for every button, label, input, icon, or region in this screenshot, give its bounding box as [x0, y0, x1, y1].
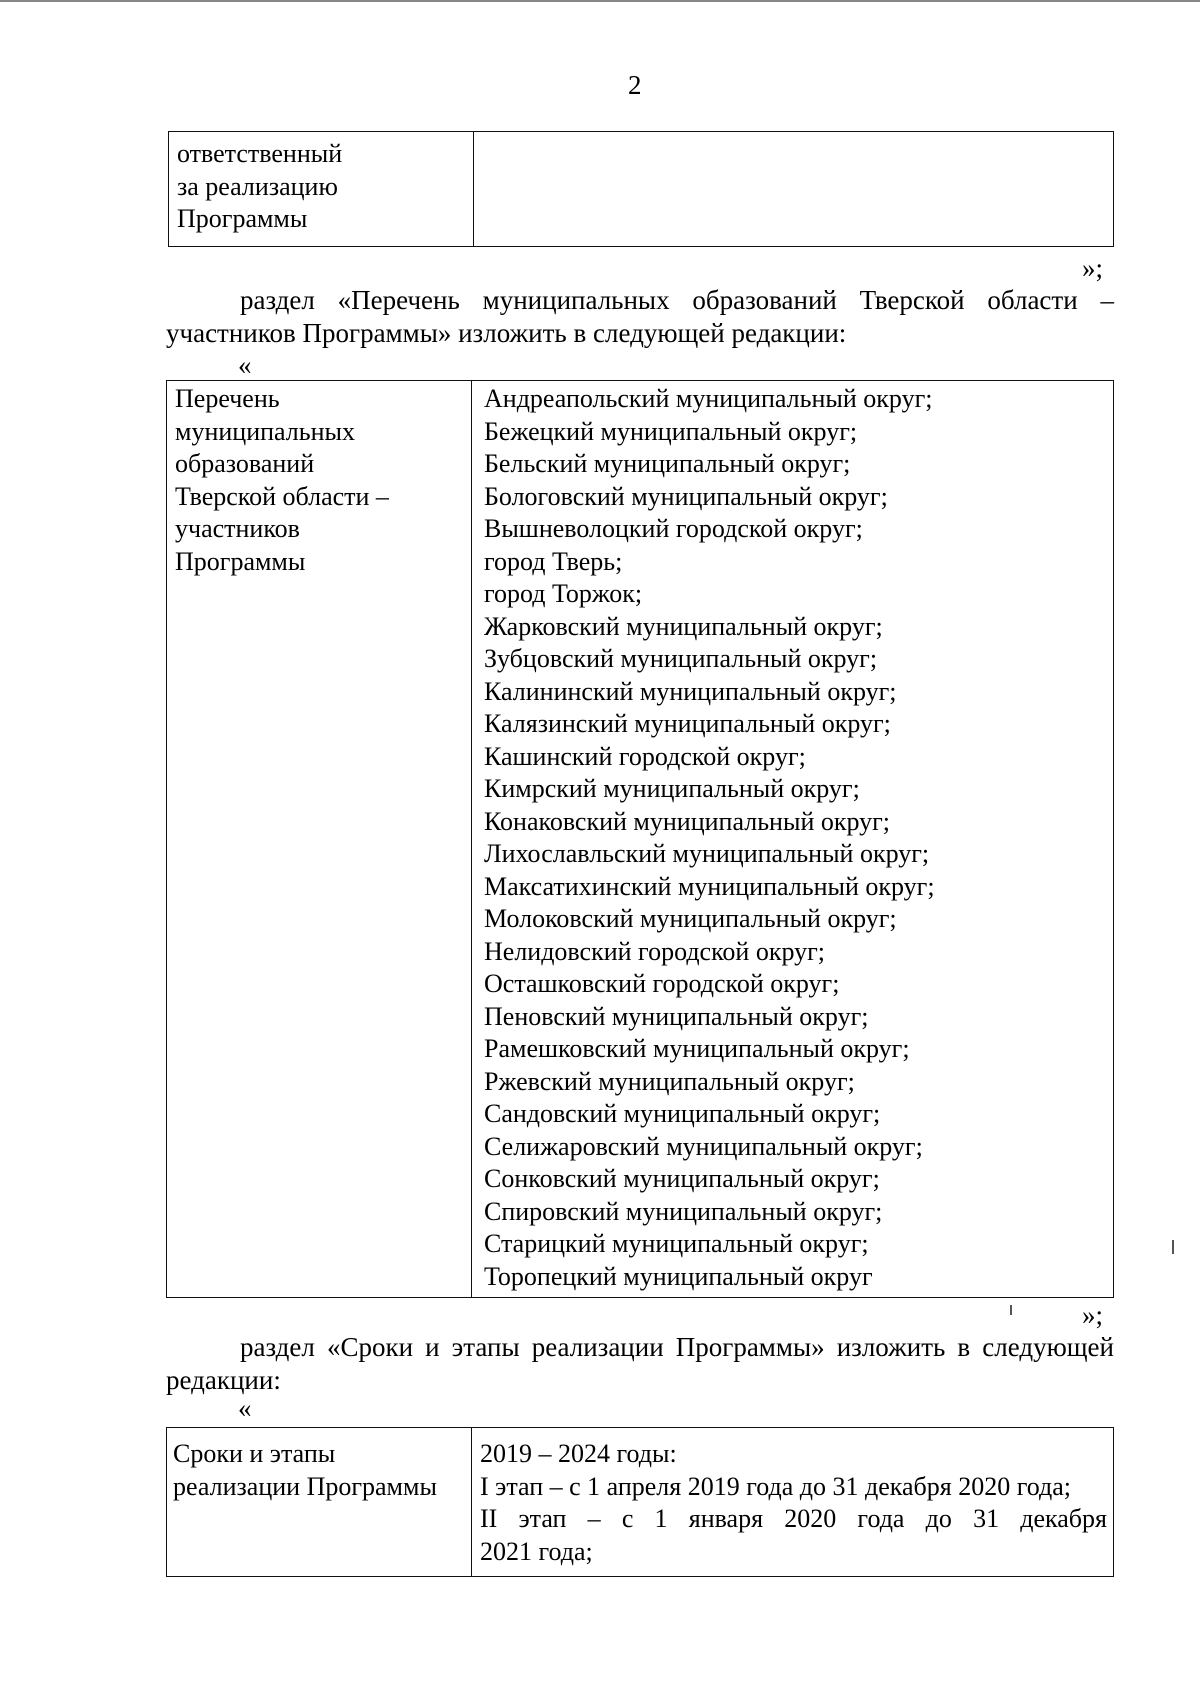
municipality-item: Торопецкий муниципальный округ [484, 1261, 873, 1291]
amendment-paragraph [166, 1331, 1114, 1397]
scan-edge [0, 0, 1200, 2]
municipalities-table [166, 380, 1114, 1298]
terms-value-line: II этап – с 1 января 2020 года до 31 декабря [480, 1504, 1107, 1533]
municipality-item: Кимрский муниципальный округ; [484, 774, 860, 803]
responsible-label-line: ответственный [177, 139, 343, 168]
municipality-item: Старицкий муниципальный округ; [484, 1229, 869, 1258]
municipality-item: Максатихинский муниципальный округ; [484, 871, 935, 901]
responsible-label-cell [169, 132, 474, 247]
terms-label-line: реализации Программы [173, 1471, 437, 1501]
municipality-item: Кашинский городской округ; [484, 741, 806, 771]
municipality-item: город Торжок; [484, 579, 643, 608]
paragraph-line: участников Программы» изложить в следующей редакции: [166, 318, 847, 348]
paragraph-line: раздел «Сроки и этапы реализации Программы» изложить в следующей [240, 1332, 1114, 1362]
municipality-item: Лихославльский муниципальный округ; [484, 839, 930, 868]
municipalities-list-cell [472, 381, 1114, 1298]
responsible-label-line: за реализацию [177, 171, 338, 201]
municipality-item: Пеновский муниципальный округ; [484, 1001, 869, 1031]
municipality-item: Калязинский муниципальный округ; [484, 709, 891, 738]
municipalities-label-line: Программы [175, 546, 306, 576]
municipalities-label-line: участников [175, 514, 300, 543]
municipalities-label-line: муниципальных [175, 416, 356, 446]
municipality-item: Рамешковский муниципальный округ; [484, 1034, 910, 1063]
terms-value-line: 2019 – 2024 годы: [480, 1439, 677, 1468]
paragraph-line: редакции: [166, 1365, 281, 1395]
municipalities-label-cell [167, 381, 472, 1298]
municipality-item: Конаковский муниципальный округ; [484, 806, 891, 836]
municipality-item: Вышневолоцкий городской округ; [484, 514, 863, 543]
amendment-paragraph [166, 284, 1114, 350]
municipality-item: Калининский муниципальный округ; [484, 676, 897, 706]
terms-label-line: Сроки и этапы [173, 1439, 336, 1468]
municipality-item: Бельский муниципальный округ; [484, 449, 851, 478]
municipalities-label-line: Тверской области – [175, 481, 389, 511]
paragraph-line: раздел «Перечень муниципальных образований Тверской области – [240, 285, 1114, 315]
responsible-value-cell [474, 132, 1114, 247]
municipality-item: Спировский муниципальный округ; [484, 1196, 883, 1226]
scan-artifact [1172, 1240, 1174, 1254]
municipality-item: Осташковский городской округ; [484, 969, 840, 998]
closing-quote: »; [1082, 1300, 1104, 1330]
opening-quote: « [238, 350, 252, 380]
page-number: 2 [628, 70, 642, 100]
terms-value-line: 2021 года; [480, 1536, 593, 1566]
municipality-item: Андреапольский муниципальный округ; [484, 384, 933, 413]
municipalities-label-line: образований [175, 449, 315, 478]
municipality-item: Зубцовский муниципальный округ; [484, 644, 878, 673]
municipality-item: Жарковский муниципальный округ; [484, 611, 883, 641]
terms-table [166, 1427, 1114, 1577]
terms-value-line: I этап – с 1 апреля 2019 года до 31 декабря 2020 года; [480, 1471, 1071, 1501]
closing-quote: »; [1082, 253, 1104, 283]
municipality-item: Сандовский муниципальный округ; [484, 1099, 881, 1128]
municipality-item: Ржевский муниципальный округ; [484, 1066, 855, 1096]
municipality-item: Нелидовский городской округ; [484, 936, 825, 966]
municipality-item: город Тверь; [484, 546, 623, 576]
responsible-table [168, 131, 1114, 247]
opening-quote: « [238, 1393, 252, 1423]
municipality-item: Бежецкий муниципальный округ; [484, 416, 858, 446]
municipality-item: Селижаровский муниципальный округ; [484, 1131, 923, 1161]
municipalities-label-line: Перечень [175, 384, 280, 413]
responsible-label-line: Программы [177, 204, 308, 233]
terms-value-cell [472, 1428, 1114, 1577]
terms-label-cell [167, 1428, 472, 1577]
municipality-item: Сонковский муниципальный округ; [484, 1164, 880, 1193]
municipality-item: Молоковский муниципальный округ; [484, 904, 897, 933]
scan-artifact [1010, 1305, 1012, 1315]
municipality-item: Бологовский муниципальный округ; [484, 481, 888, 511]
